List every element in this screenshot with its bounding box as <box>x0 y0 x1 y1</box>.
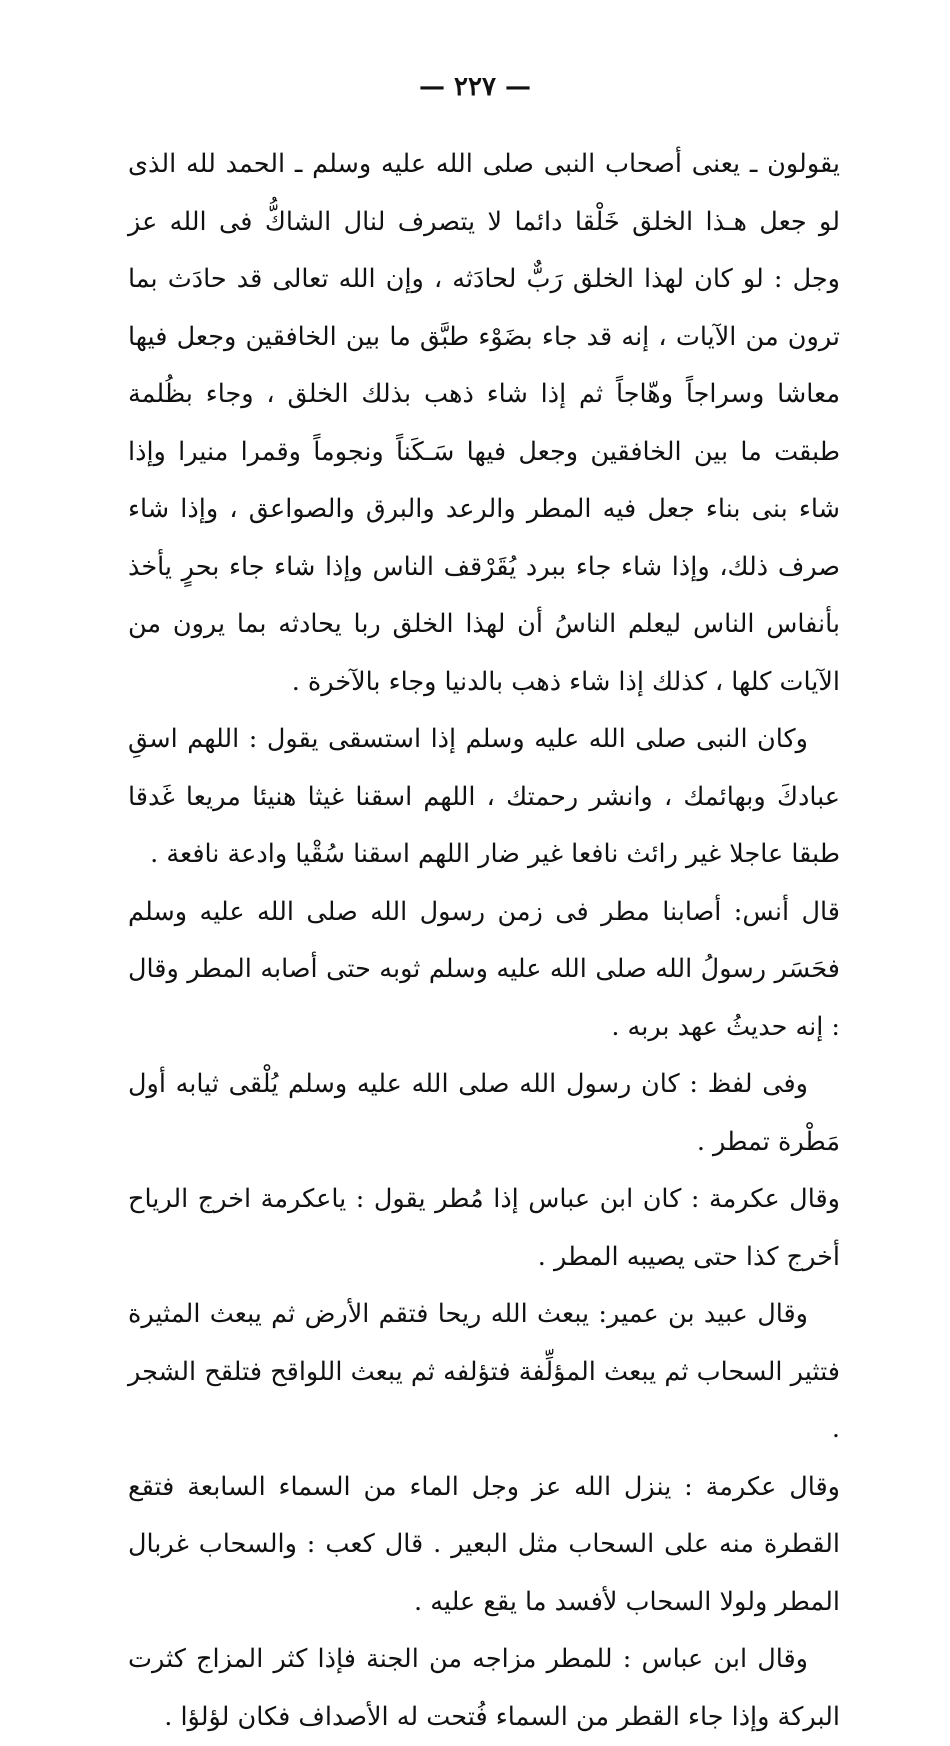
paragraph: يقولون ـ يعنى أصحاب النبى صلى الله عليه وسلم ـ الحمد لله الذى لو جعل هـذا الخلق خَلْقا دائما لا يتصرف لنال الشاكُّ فى الله عز وجل : لو كان لهذا الخلق رَبٌّ لحادَثه ، وإن الله تعالى قد حادَث بما ترون من الآيات ، إنه قد جاء بضَوْء طبَّق ما بين الخافقين وجعل فيها معاشا وسراجاً وهّاجاً ثم إذا شاء ذهب بذلك الخلق ، وجاء بظُلمة طبقت ما بين الخافقين وجعل فيها سَـكَناً ونجوماً وقمرا منيرا وإذا شاء بنى بناء جعل فيه المطر والرعد والبرق والصواعق ، وإذا شاء صرف ذلك، وإذا شاء جاء ببرد يُقَرْقف الناس وإذا شاء جاء بحرٍ يأخذ بأنفاس الناس ليعلم الناسُ أن لهذا الخلق ربا يحادثه بما يرون من الآيات كلها ، كذلك إذا شاء ذهب بالدنيا وجاء بالآخرة . <box>128 149 840 697</box>
page-text <box>128 136 840 1746</box>
paragraph: وكان النبى صلى الله عليه وسلم إذا استسقى يقول : اللهم اسقِ عبادكَ وبهائمك ، وانشر رحمتك ، اللهم اسقنا غيثا هنيئا مريعا غَدقا طبقا عاجلا غير رائث نافعا غير ضار اللهم اسقنا سُقْيا وادعة نافعة . <box>128 724 840 869</box>
paragraph: قال أنس: أصابنا مطر فى زمن رسول الله صلى الله عليه وسلم فحَسَر رسولُ الله صلى الله عليه وسلم ثوبه حتى أصابه المطر وقال : إنه حديثُ عهد بربه . <box>128 896 840 1042</box>
paragraph: وقال عكرمة : ينزل الله عز وجل الماء من السماء السابعة فتقع القطرة منه على السحاب مثل البعير . قال كعب : والسحاب غربال المطر ولولا السحاب لأفسد ما يقع عليه . <box>128 1471 840 1617</box>
paragraph: وقال ابن عباس : للمطر مزاجه من الجنة فإذا كثر المزاج كثرت البركة وإذا جاء القطر من السماء فُتحت له الأصداف فكان لؤلؤا . <box>128 1644 840 1732</box>
paragraph: وقال عبيد بن عمير: يبعث الله ريحا فتقم الأرض ثم يبعث المثيرة فتثير السحاب ثم يبعث المؤلِّفة فتؤلفه ثم يبعث اللواقح فتلقح الشجر . <box>128 1299 840 1444</box>
page-number: — ٢٢٧ — <box>418 72 532 102</box>
paragraph: وقال عكرمة : كان ابن عباس إذا مُطر يقول : ياعكرمة اخرج الرياح أخرج كذا حتى يصيبه المطر . <box>128 1184 840 1272</box>
paragraph: وفى لفظ : كان رسول الله صلى الله عليه وسلم يُلْقى ثيابه أول مَطْرة تمطر . <box>128 1069 840 1157</box>
